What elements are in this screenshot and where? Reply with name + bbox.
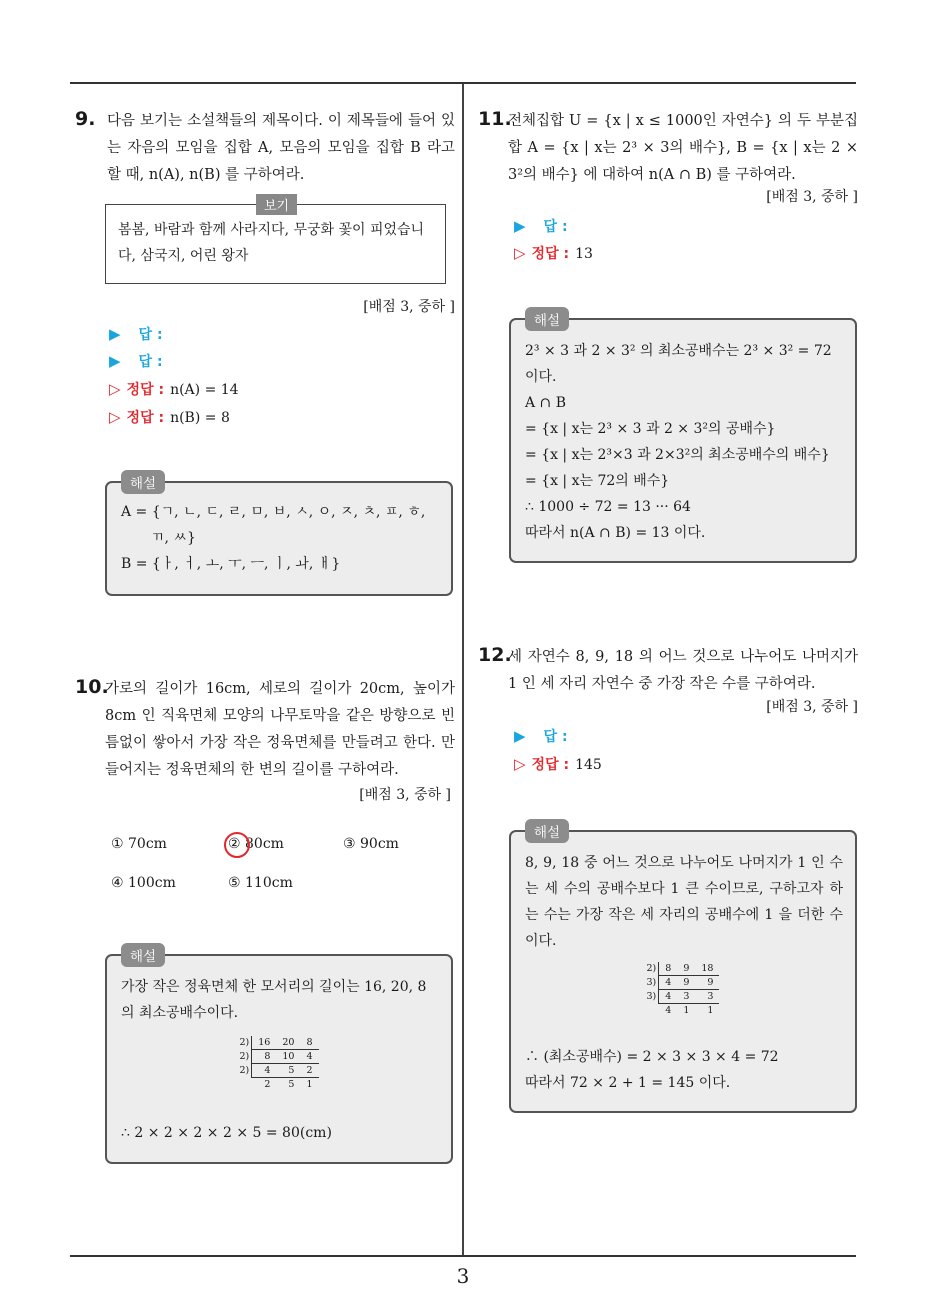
choice-1[interactable]: ① 70cm bbox=[111, 836, 167, 852]
key-line: ▷ 정답 : 145 bbox=[514, 755, 602, 773]
explanation-box-9 bbox=[105, 476, 453, 596]
question-12 bbox=[478, 644, 858, 784]
explanation-line: 이다. bbox=[525, 369, 557, 385]
triangle-outline-icon: ▷ bbox=[514, 244, 526, 262]
explanation-line: = {x | x는 2³×3 과 2×3²의 최소공배수의 배수} bbox=[525, 447, 830, 463]
question-10 bbox=[75, 676, 455, 906]
explanation-line: ∴ 1000 ÷ 72 = 13 ··· 64 bbox=[525, 499, 691, 515]
choice-3[interactable]: ③ 90cm bbox=[343, 836, 399, 852]
question-number: 9. bbox=[75, 108, 96, 130]
division-table: 2) 16 20 8 2) 8 10 4 2) 4 5 2 2 5 1 bbox=[240, 1036, 319, 1091]
explanation-box-11 bbox=[509, 313, 857, 563]
explanation-line: ㄲ, ㅆ} bbox=[151, 530, 196, 546]
explanation-line: A ∩ B bbox=[525, 395, 567, 411]
explanation-tag: 해설 bbox=[525, 819, 569, 843]
key-line: ▷ 정답 : 13 bbox=[514, 244, 593, 262]
question-text: 전체집합 U = {x | x ≤ 1000인 자연수} 의 두 부분집합 A = {x | x는 2³ × 3의 배수}, B = {x | x는 2 × 3²의 배수} 에 대하여 n(A ∩ B) 를 구하여라. bbox=[508, 113, 858, 183]
question-text: 세 자연수 8, 9, 18 의 어느 것으로 나누어도 나머지가 1 인 세 자리 자연수 중 가장 작은 수를 구하여라. bbox=[508, 649, 858, 692]
explanation-tag: 해설 bbox=[121, 943, 165, 967]
triangle-outline-icon: ▷ bbox=[514, 755, 526, 773]
selected-answer-circle-icon bbox=[224, 832, 250, 858]
score-meta: [배점 3, 중하 ] bbox=[766, 189, 858, 205]
answer-line: ▶ 답 : bbox=[514, 727, 568, 745]
division-table: 2) 8 9 18 3) 4 9 9 3) 4 3 3 4 1 1 bbox=[647, 962, 720, 1017]
score-meta: [배점 3, 중하 ] bbox=[359, 787, 451, 803]
triangle-outline-icon: ▷ bbox=[109, 380, 121, 398]
explanation-line: B = {ㅏ, ㅓ, ㅗ, ㅜ, ㅡ, ㅣ, ㅘ, ㅐ} bbox=[121, 556, 341, 572]
score-meta: [배점 3, 중하 ] bbox=[363, 299, 455, 315]
question-text: 다음 보기는 소설책들의 제목이다. 이 제목들에 들어 있는 자음의 모임을 집합 A, 모음의 모임을 집합 B 라고 할 때, n(A), n(B) 를 구하여라. bbox=[107, 113, 455, 183]
choice-4[interactable]: ④ 100cm bbox=[111, 875, 176, 891]
page-number: 3 bbox=[456, 1264, 470, 1288]
explanation-line: A = {ㄱ, ㄴ, ㄷ, ㄹ, ㅁ, ㅂ, ㅅ, ㅇ, ㅈ, ㅊ, ㅍ, ㅎ, bbox=[121, 504, 426, 520]
answer-line-2: ▶ 답 : bbox=[109, 352, 163, 370]
bogi-box bbox=[105, 199, 446, 284]
result-line: 따라서 72 × 2 + 1 = 145 이다. bbox=[525, 1075, 731, 1091]
explanation-tag: 해설 bbox=[121, 470, 165, 494]
result-line: ∴ 2 × 2 × 2 × 2 × 5 = 80(cm) bbox=[121, 1125, 332, 1141]
column-divider bbox=[462, 84, 464, 1256]
explanation-line: 2³ × 3 과 2 × 3² 의 최소공배수는 2³ × 3² = 72 bbox=[525, 343, 832, 359]
triangle-filled-icon: ▶ bbox=[514, 727, 526, 745]
triangle-filled-icon: ▶ bbox=[514, 217, 526, 235]
bottom-rule bbox=[70, 1255, 856, 1257]
explanation-box-10 bbox=[105, 949, 453, 1164]
answer-line-1: ▶ 답 : bbox=[109, 325, 163, 343]
choice-5[interactable]: ⑤ 110cm bbox=[228, 875, 293, 891]
score-meta: [배점 3, 중하 ] bbox=[766, 699, 858, 715]
explanation-line: = {x | x는 2³ × 3 과 2 × 3²의 공배수} bbox=[525, 421, 776, 437]
explanation-line: 따라서 n(A ∩ B) = 13 이다. bbox=[525, 525, 706, 541]
bogi-tag: 보기 bbox=[256, 194, 297, 215]
question-11 bbox=[478, 108, 858, 268]
explanation-line: = {x | x는 72의 배수} bbox=[525, 473, 670, 489]
triangle-filled-icon: ▶ bbox=[109, 325, 121, 343]
explanation-tag: 해설 bbox=[525, 307, 569, 331]
choice-2[interactable]: ② 80cm bbox=[228, 836, 284, 852]
key-line-1: ▷ 정답 : n(A) = 14 bbox=[109, 380, 239, 398]
explanation-text: 가장 작은 정육면체 한 모서리의 길이는 16, 20, 8 의 최소공배수이다. bbox=[121, 979, 427, 1021]
triangle-filled-icon: ▶ bbox=[109, 352, 121, 370]
explanation-box-12 bbox=[509, 825, 857, 1113]
question-text: 가로의 길이가 16cm, 세로의 길이가 20cm, 높이가 8cm 인 직육면체 모양의 나무토막을 같은 방향으로 빈틈없이 쌓아서 가장 작은 정육면체를 만들려고 한다. 만들어지는 정육면체의 한 변의 길이를 구하여라. bbox=[105, 681, 455, 778]
question-number: 12. bbox=[478, 644, 512, 666]
question-number: 10. bbox=[75, 676, 109, 698]
question-number: 11. bbox=[478, 108, 512, 130]
key-line-2: ▷ 정답 : n(B) = 8 bbox=[109, 408, 230, 426]
answer-line: ▶ 답 : bbox=[514, 217, 568, 235]
explanation-text: 8, 9, 18 중 어느 것으로 나누어도 나머지가 1 인 수는 세 수의 공배수보다 1 큰 수이므로, 구하고자 하는 수는 가장 작은 세 자리의 공배수에 1 을 더한 수이다. bbox=[525, 855, 843, 949]
result-line: ∴ (최소공배수) = 2 × 3 × 3 × 4 = 72 bbox=[525, 1049, 779, 1065]
bogi-text: 봄봄, 바람과 함께 사라지다, 무궁화 꽃이 피었습니다, 삼국지, 어린 왕자 bbox=[118, 222, 425, 264]
triangle-outline-icon: ▷ bbox=[109, 408, 121, 426]
